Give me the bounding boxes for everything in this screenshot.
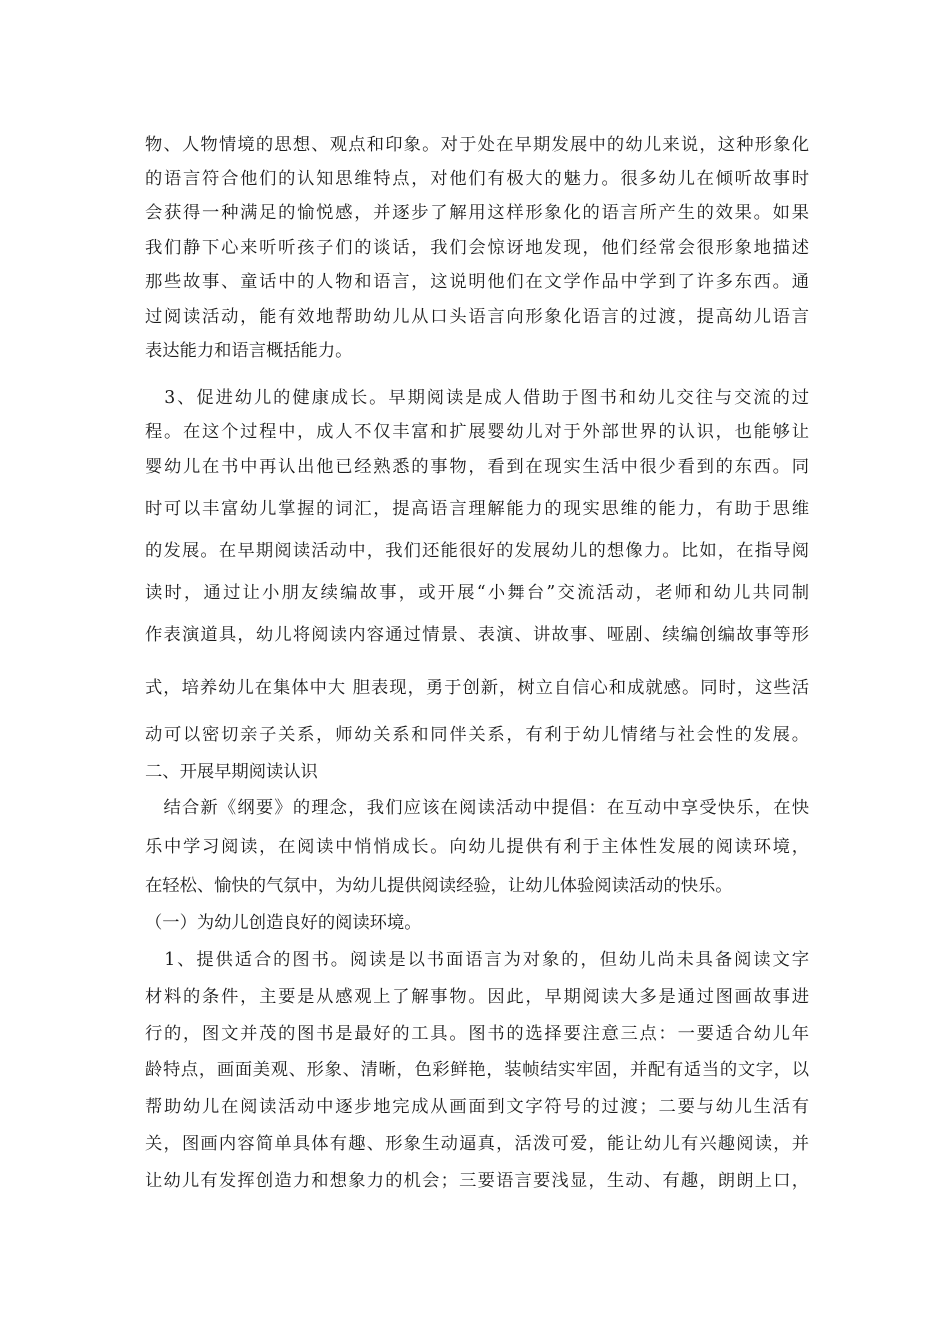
text-line: 作表演道具，幼儿将阅读内容通过情景、表演、讲故事、哑剧、续编创编故事等形 (145, 625, 809, 645)
text-line: 我们静下心来听听孩子们的谈话，我们会惊讶地发现，他们经常会很形象地描述 (145, 238, 809, 258)
text-line: 帮助幼儿在阅读活动中逐步地完成从画面到文字符号的过渡；二要与幼儿生活有 (145, 1097, 809, 1117)
text-line: 乐中学习阅读，在阅读中悄悄成长。向幼儿提供有利于主体性发展的阅读环境， (145, 837, 809, 857)
text-line: 过阅读活动，能有效地帮助幼儿从口头语言向形象化语言的过渡，提高幼儿语言 (145, 307, 809, 327)
text-line: 表达能力和语言概括能力。 (145, 341, 353, 361)
text-line: 的发展。在早期阅读活动中，我们还能很好的发展幼儿的想像力。比如，在指导阅 (145, 541, 809, 561)
text-line: 物、人物情境的思想、观点和印象。对于处在早期发展中的幼儿来说，这种形象化 (145, 135, 809, 155)
text-line: 时可以丰富幼儿掌握的词汇，提高语言理解能力的现实思维的能力，有助于思维 (145, 499, 809, 519)
text-line: 程。在这个过程中，成人不仅丰富和扩展婴幼儿对于外部世界的认识，也能够让 (145, 422, 809, 442)
text-line: 让幼儿有发挥创造力和想象力的机会；三要语言要浅显，生动、有趣，朗朗上口， (145, 1171, 809, 1191)
text-line: 的语言符合他们的认知思维特点，对他们有极大的魅力。很多幼儿在倾听故事时 (145, 169, 809, 189)
section-heading: 二、开展早期阅读认识 (145, 762, 318, 782)
text-line: 龄特点，画面美观、形象、清晰，色彩鲜艳，装帧结实牢固，并配有适当的文字，以 (145, 1060, 809, 1080)
subsection-heading: （一）为幼儿创造良好的阅读环境。 (145, 913, 422, 933)
text-line: 材料的条件，主要是从感观上了解事物。因此，早期阅读大多是通过图画故事进 (145, 987, 809, 1007)
text-line: 式，培养幼儿在集体中大 胆表现，勇于创新，树立自信心和成就感。同时，这些活 (145, 678, 809, 698)
text-line: 3、促进幼儿的健康成长。早期阅读是成人借助于图书和幼儿交往与交流的过 (145, 388, 809, 408)
text-line: 行的，图文并茂的图书是最好的工具。图书的选择要注意三点：一要适合幼儿年 (145, 1024, 809, 1044)
text-line: 婴幼儿在书中再认出他已经熟悉的事物，看到在现实生活中很少看到的东西。同 (145, 457, 809, 477)
text-line: 那些故事、童话中的人物和语言，这说明他们在文学作品中学到了许多东西。通 (145, 272, 809, 292)
text-line: 动可以密切亲子关系，师幼关系和同伴关系，有利于幼儿情绪与社会性的发展。 (145, 725, 809, 745)
text-line: 读时，通过让小朋友续编故事，或开展“小舞台”交流活动，老师和幼儿共同制 (145, 583, 809, 603)
text-line: 关，图画内容简单具体有趣、形象生动逼真，活泼可爱，能让幼儿有兴趣阅读，并 (145, 1134, 809, 1154)
text-line: 在轻松、愉快的气氛中，为幼儿提供阅读经验，让幼儿体验阅读活动的快乐。 (145, 876, 733, 896)
text-line: 会获得一种满足的愉悦感，并逐步了解用这样形象化的语言所产生的效果。如果 (145, 203, 809, 223)
text-line: 结合新《纲要》的理念，我们应该在阅读活动中提倡：在互动中享受快乐，在快 (145, 798, 809, 818)
text-line: 1、提供适合的图书。阅读是以书面语言为对象的，但幼儿尚未具备阅读文字 (145, 950, 809, 970)
